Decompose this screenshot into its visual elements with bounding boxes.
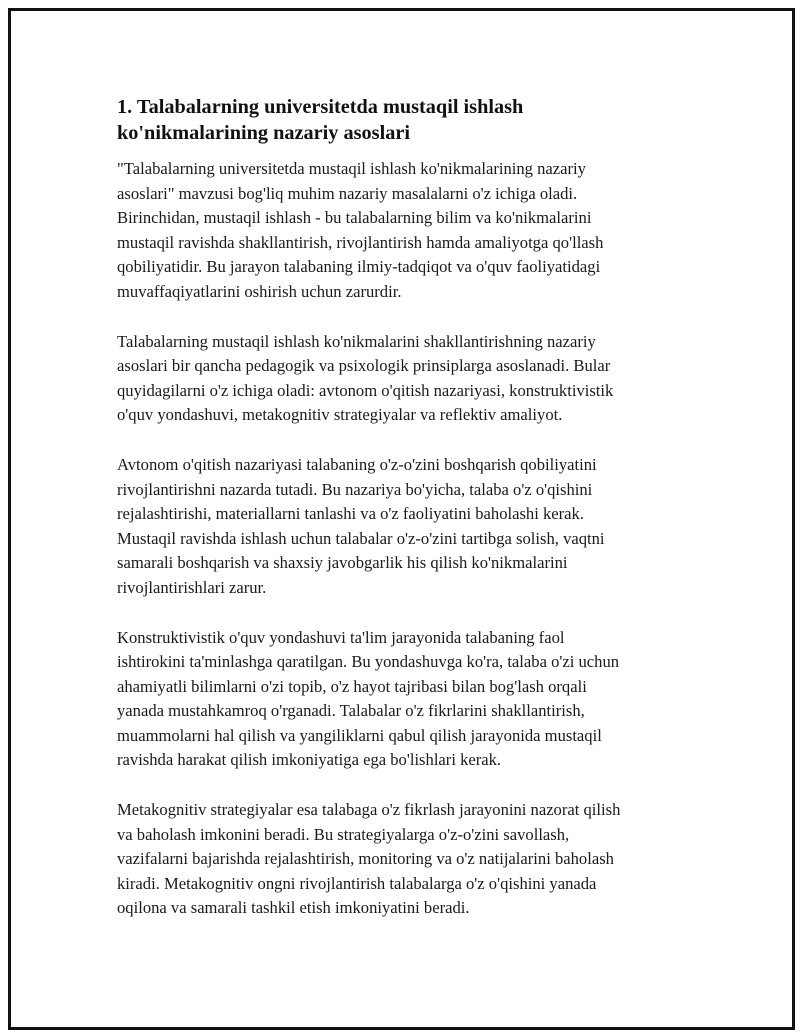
text-line: Talabalarning mustaqil ishlash ko'nikmalarini shakllantirishning nazariy: [117, 331, 596, 351]
text-line: yanada mustahkamroq o'rganadi. Talabalar o'z fikrlarini shakllantirish,: [117, 701, 585, 721]
paragraph-principles: [117, 330, 692, 428]
text-line: va baholash imkonini beradi. Bu strategiyalarga o'z-o'zini savollash,: [117, 824, 570, 844]
heading-line: ko'nikmalarining nazariy asoslari: [117, 122, 410, 144]
paragraph-autonomous-learning: [117, 453, 692, 601]
text-line: rivojlantirishlari zarur.: [117, 577, 267, 597]
section-heading: [117, 94, 692, 146]
text-line: o'quv yondashuvi, metakognitiv strategiyalar va reflektiv amaliyot.: [117, 405, 563, 425]
text-line: asoslari bir qancha pedagogik va psixologik prinsiplarga asoslanadi. Bular: [117, 356, 611, 376]
text-line: ahamiyatli bilimlarni o'zi topib, o'z hayot tajribasi bilan bog'lash orqali: [117, 676, 587, 696]
text-line: Metakognitiv strategiyalar esa talabaga o'z fikrlash jarayonini nazorat qilish: [117, 800, 621, 820]
text-line: ishtirokini ta'minlashga qaratilgan. Bu yondashuvga ko'ra, talaba o'zi uchun: [117, 652, 620, 672]
document-body: [117, 94, 692, 946]
text-line: ravishda harakat qilish imkoniyatiga ega bo'lishlari kerak.: [117, 750, 502, 770]
text-line: Mustaqil ravishda ishlash uchun talabalar o'z-o'zini tartibga solish, vaqtni: [117, 528, 605, 548]
text-line: qobiliyatidir. Bu jarayon talabaning ilmiy-tadqiqot va o'quv faoliyatidagi: [117, 257, 601, 277]
text-line: "Talabalarning universitetda mustaqil ishlash ko'nikmalarining nazariy: [117, 159, 586, 178]
paragraph-constructivist-approach: [117, 626, 692, 774]
text-line: Konstruktivistik o'quv yondashuvi ta'lim jarayonida talabaning faol: [117, 627, 565, 647]
text-line: oqilona va samarali tashkil etish imkoniyatini beradi.: [117, 898, 470, 918]
text-line: asoslari" mavzusi bog'liq muhim nazariy masalalarni o'z ichiga oladi.: [117, 183, 578, 203]
text-line: rejalashtirishi, materiallarni tanlashi va o'z faoliyatini baholashi kerak.: [117, 504, 584, 524]
text-line: mustaqil ravishda shakllantirish, rivojlantirish hamda amaliyotga qo'llash: [117, 232, 604, 252]
text-line: rivojlantirishni nazarda tutadi. Bu nazariya bo'yicha, talaba o'z o'qishini: [117, 479, 593, 499]
text-line: kiradi. Metakognitiv ongni rivojlantirish talabalarga o'z o'qishini yanada: [117, 873, 597, 893]
text-line: Birinchidan, mustaqil ishlash - bu talabalarning bilim va ko'nikmalarini: [117, 208, 592, 228]
text-line: samarali boshqarish va shaxsiy javobgarlik his qilish ko'nikmalarini: [117, 553, 568, 573]
text-line: muvaffaqiyatlarini oshirish uchun zarurdir.: [117, 281, 402, 301]
text-line: quyidagilarni o'z ichiga oladi: avtonom o'qitish nazariyasi, konstruktivistik: [117, 380, 614, 400]
paragraph-definition: [117, 157, 692, 305]
text-line: muammolarni hal qilish va yangiliklarni qabul qilish jarayonida mustaqil: [117, 725, 602, 745]
paragraph-metacognitive-strategies: [117, 798, 692, 921]
text-line: vazifalarni bajarishda rejalashtirish, monitoring va o'z natijalarini baholash: [117, 849, 614, 869]
heading-line: 1. Talabalarning universitetda mustaqil ishlash: [117, 96, 524, 118]
text-line: Avtonom o'qitish nazariyasi talabaning o'z-o'zini boshqarish qobiliyatini: [117, 454, 597, 474]
